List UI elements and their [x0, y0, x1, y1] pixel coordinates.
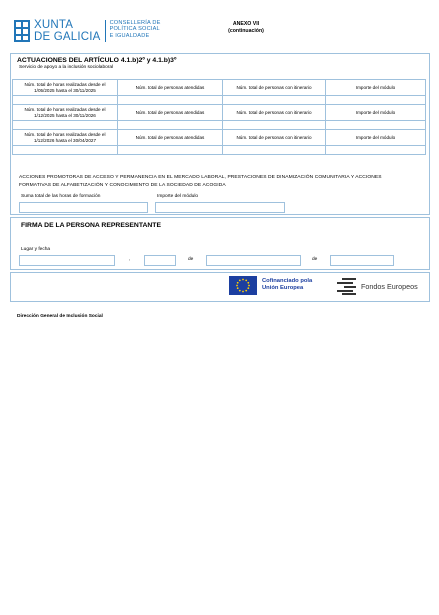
dept-line3: E IGUALDADE	[109, 32, 150, 39]
year-input[interactable]	[330, 255, 394, 266]
persons-itinerary-label: Núm. total de personas con itinerario	[223, 105, 326, 121]
module-amount-label: Importe del módulo	[326, 130, 426, 146]
place-date-label: Lugar y fecha	[21, 247, 51, 252]
eu-flag-icon	[229, 276, 257, 295]
fondos-europeos-logo-icon	[336, 277, 358, 295]
persons-attended-input[interactable]	[118, 96, 223, 105]
logo-divider	[105, 20, 106, 42]
department-name	[110, 20, 161, 39]
period-label: Núm. total de horas realizadas desde el 1/05/2025 hasta el 30/11/2025	[13, 80, 118, 96]
xunta-crest-icon	[14, 20, 30, 42]
training-amount-input[interactable]	[155, 202, 285, 213]
persons-attended-label: Núm. total de personas atendidas	[118, 80, 223, 96]
persons-itinerary-label: Núm. total de personas con itinerario	[223, 80, 326, 96]
table-row	[13, 80, 426, 96]
hours-input[interactable]	[13, 121, 118, 130]
brand-name	[34, 20, 101, 42]
brand-line1: XUNTA	[34, 19, 74, 31]
training-actions-text	[19, 174, 423, 190]
fondos-europeos-text: Fondos Europeos	[361, 282, 418, 291]
section1-title: ACTUACIONES DEL ARTÍCULO 4.1.b)2º y 4.1.b)3º	[17, 57, 177, 64]
place-input[interactable]	[19, 255, 115, 266]
module-amount-input[interactable]	[326, 121, 426, 130]
table-input-row	[13, 121, 426, 130]
training-hours-input[interactable]	[19, 202, 148, 213]
month-input[interactable]	[206, 255, 301, 266]
dept-line2: POLÍTICA SOCIAL	[109, 26, 160, 33]
day-input[interactable]	[144, 255, 176, 266]
hours-input[interactable]	[13, 146, 118, 155]
dept-line1: CONSELLERÍA DE	[109, 20, 161, 26]
hours-input[interactable]	[13, 96, 118, 105]
persons-attended-input[interactable]	[118, 121, 223, 130]
xunta-logo	[14, 20, 161, 42]
of-separator: de	[312, 257, 318, 262]
eu-cofinanced-text	[262, 278, 312, 293]
annex-heading	[206, 21, 286, 35]
comma-separator: ,	[129, 257, 131, 262]
table-row	[13, 105, 426, 121]
module-amount-label: Importe del módulo	[326, 80, 426, 96]
footer-department: Dirección General de Inclusión Social	[17, 314, 103, 319]
period-label: Núm. total de horas realizadas desde el 1/12/2025 hasta el 30/11/2026	[13, 105, 118, 121]
persons-itinerary-input[interactable]	[223, 121, 326, 130]
table-input-row	[13, 146, 426, 155]
section1-subtitle: Servicio de apoyo a la inclusión sociolaboral	[19, 65, 114, 70]
module-amount-label: Importe del módulo	[326, 105, 426, 121]
training-actions-line1: ACCIONES PROMOTORAS DE ACCESO Y PERMANENCIA EN EL MERCADO LABORAL, PRESTACIONES DE DINAMIZACIÓN COMUNITARIA Y ACCIONES	[19, 175, 382, 180]
signature-title: FIRMA DE LA PERSONA REPRESENTANTE	[21, 222, 161, 229]
eu-line2: Unión Europea	[262, 285, 304, 292]
persons-itinerary-label: Núm. total de personas con itinerario	[223, 130, 326, 146]
hours-table	[12, 79, 426, 155]
module-amount-input[interactable]	[326, 146, 426, 155]
training-amount-label: Importe del módulo	[157, 194, 199, 199]
persons-attended-label: Núm. total de personas atendidas	[118, 130, 223, 146]
eu-line1: Cofinanciado pola	[262, 278, 313, 284]
persons-attended-label: Núm. total de personas atendidas	[118, 105, 223, 121]
persons-attended-input[interactable]	[118, 146, 223, 155]
annex-title: ANEXO VII	[232, 21, 260, 27]
persons-itinerary-input[interactable]	[223, 96, 326, 105]
table-input-row	[13, 96, 426, 105]
brand-line2: DE GALICIA	[34, 31, 101, 43]
of-separator: de	[188, 257, 194, 262]
table-row	[13, 130, 426, 146]
training-hours-label: Suma total de las horas de formación	[21, 194, 101, 199]
persons-itinerary-input[interactable]	[223, 146, 326, 155]
training-actions-line2: FORMATIVAS DE ALFABETIZACIÓN Y CONOCIMIENTO DE LA SOCIEDAD DE ACOGIDA	[19, 183, 226, 188]
module-amount-input[interactable]	[326, 96, 426, 105]
annex-subtitle: (continuación)	[228, 28, 264, 34]
period-label: Núm. total de horas realizadas desde el 1/12/2026 hasta el 30/04/2027	[13, 130, 118, 146]
